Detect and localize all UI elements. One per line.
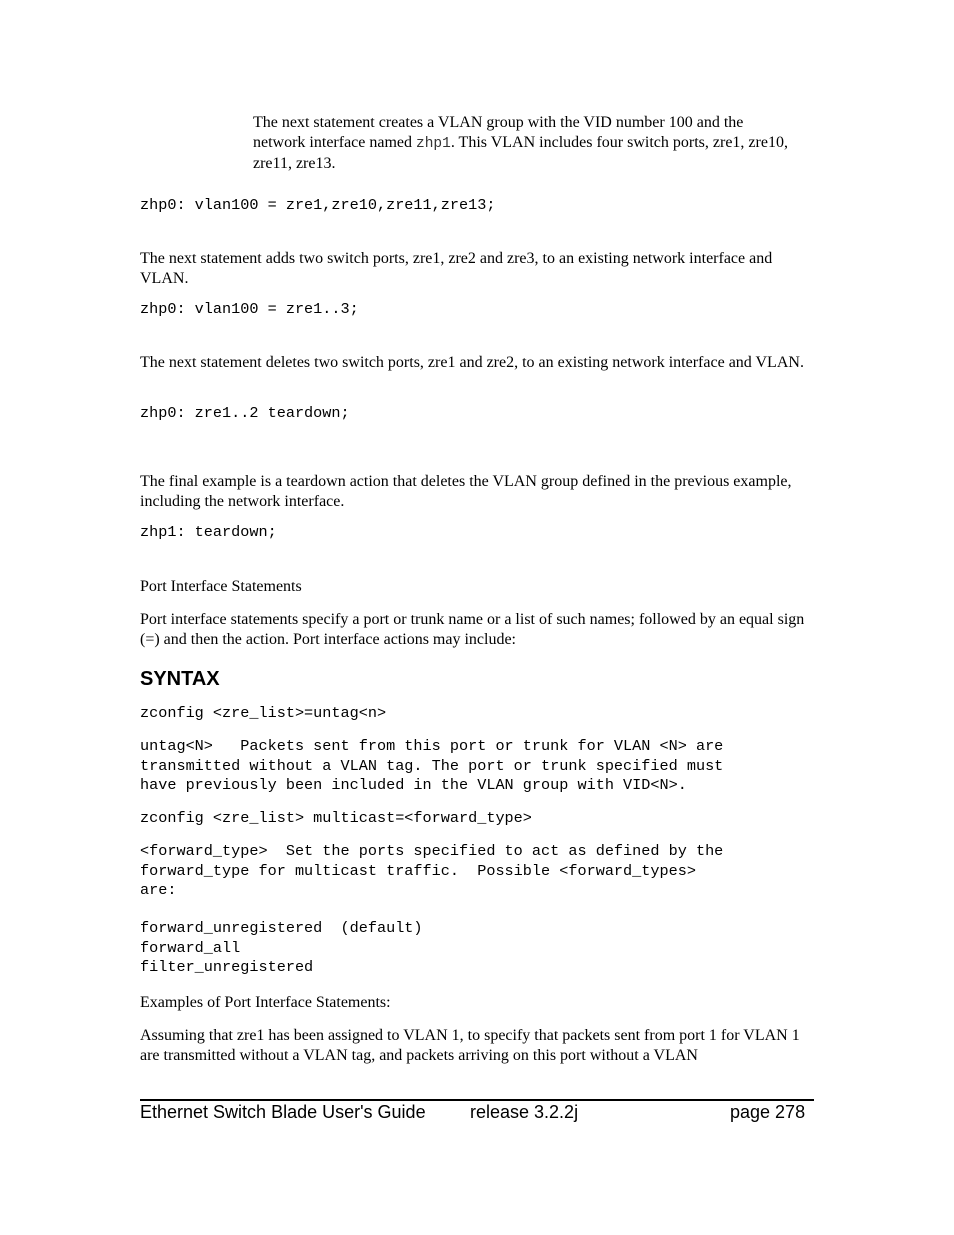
syntax-heading: SYNTAX [140, 668, 220, 690]
syntax-description-multicast: <forward_type> Set the ports specified to act as defined by the forward_type for multicast traffic. Possible <forward_types> are: [140, 842, 724, 899]
paragraph-port-interface: Port interface statements specify a port or trunk name or a list of such names; followed by an equal sign (=) and then the action. Port interface actions may include: [140, 611, 805, 648]
code-example-vlan100: zhp0: vlan100 = zre1,zre10,zre11,zre13; [140, 196, 496, 214]
forward-types-list: forward_unregistered (default) forward_all filter_unregistered [140, 919, 423, 976]
paragraph-assuming-zre1: Assuming that zre1 has been assigned to VLAN 1, to specify that packets sent from port 1 for VLAN 1 are transmitted without a VLAN tag, and packets arriving on this port without a VLAN [140, 1027, 800, 1064]
footer-page-number: page 278 [730, 1102, 806, 1122]
footer-release: release 3.2.2j [470, 1102, 579, 1122]
inline-code-zhp1: zhp1 [416, 136, 451, 152]
examples-label: Examples of Port Interface Statements: [140, 994, 391, 1011]
code-example-delete-ports: zhp0: zre1..2 teardown; [140, 404, 350, 422]
intro-text-part2: . This VLAN includes four switch ports, zre1, zre10, zre11, zre13. [253, 134, 788, 172]
syntax-description-untag: untag<N> Packets sent from this port or trunk for VLAN <N> are transmitted without a VLAN tag. The port or trunk specified must have previously been included in the VLAN group with VID<N>. [140, 737, 724, 794]
footer-title: Ethernet Switch Blade User's Guide [140, 1102, 426, 1122]
intro-text-part1: The next statement creates a VLAN group with the VID number 100 and the network interface named [253, 114, 744, 151]
paragraph-add-ports: The next statement adds two switch ports, zre1, zre2 and zre3, to an existing network interface and VLAN. [140, 250, 773, 287]
section-label-port-interface: Port Interface Statements [140, 578, 302, 595]
code-example-teardown: zhp1: teardown; [140, 523, 277, 541]
paragraph-delete-ports: The next statement deletes two switch ports, zre1 and zre2, to an existing network interface and VLAN. [140, 354, 804, 371]
code-example-add-ports: zhp0: vlan100 = zre1..3; [140, 300, 359, 318]
intro-paragraph [253, 113, 798, 174]
syntax-code-multicast: zconfig <zre_list> multicast=<forward_type> [140, 809, 532, 827]
syntax-code-untag: zconfig <zre_list>=untag<n> [140, 704, 387, 722]
paragraph-final-teardown: The final example is a teardown action that deletes the VLAN group defined in the previous example, including the network interface. [140, 473, 792, 510]
